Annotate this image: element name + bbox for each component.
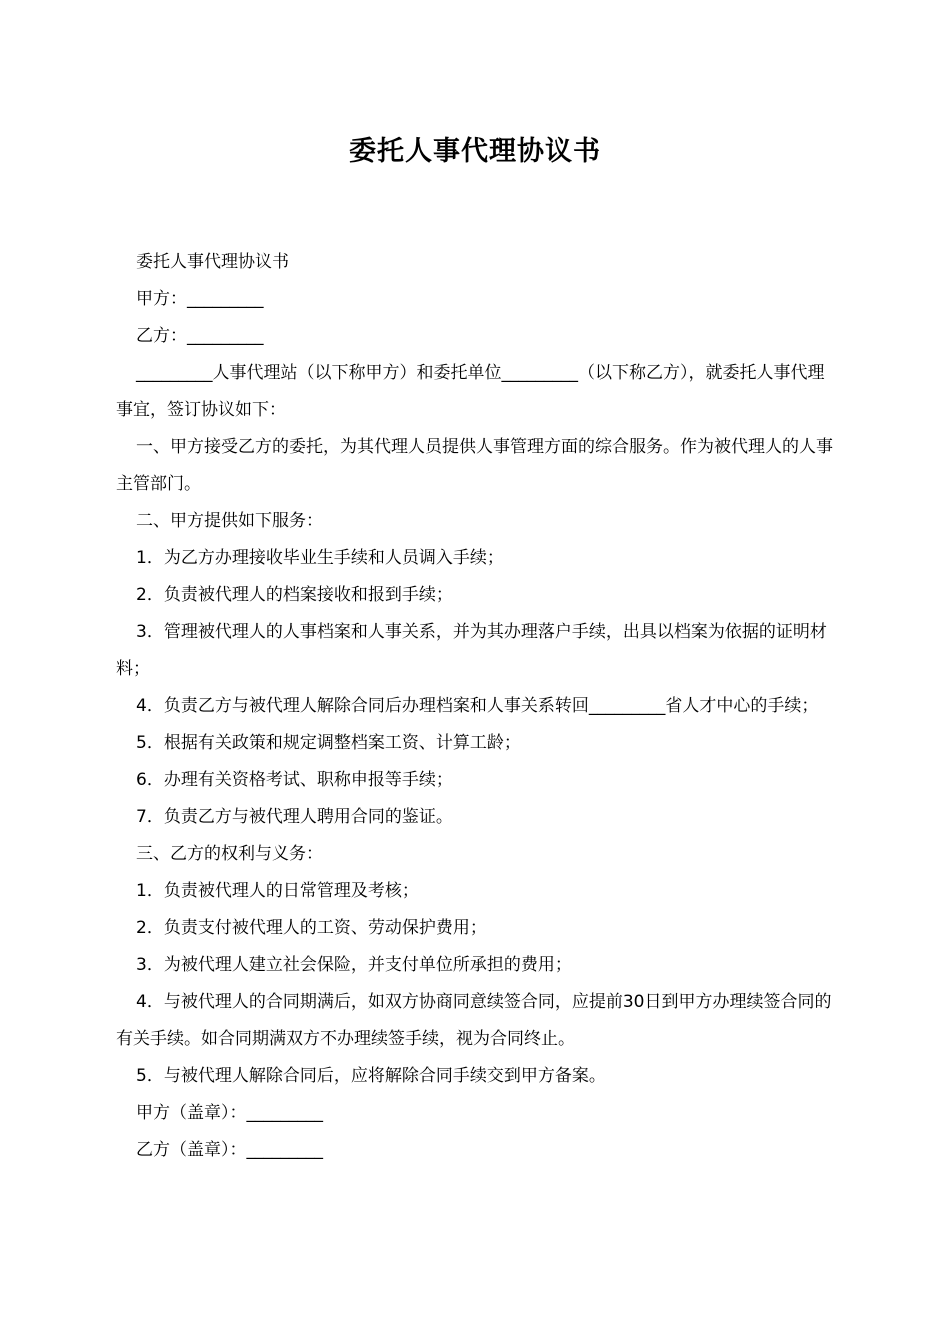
clause-2-item-6: 6．办理有关资格考试、职称申报等手续； (136, 770, 453, 790)
clause-2-item-2: 2．负责被代理人的档案接收和报到手续； (136, 585, 453, 605)
clause-2-item-3: 3．管理被代理人的人事档案和人事关系，并为其办理落户手续，出具以档案为依据的证明材料； (116, 622, 827, 679)
party-b-line: 乙方：_________ (136, 326, 264, 346)
clause-3-item-2: 2．负责支付被代理人的工资、劳动保护费用； (136, 918, 487, 938)
party-b-seal-line: 乙方（盖章）：_________ (136, 1140, 323, 1160)
clause-2-item-5: 5．根据有关政策和规定调整档案工资、计算工龄； (136, 733, 521, 753)
clause-3-item-3: 3．为被代理人建立社会保险，并支付单位所承担的费用； (136, 955, 572, 975)
document-title: 委托人事代理协议书 (349, 136, 601, 167)
clause-3-item-1: 1．负责被代理人的日常管理及考核； (136, 881, 419, 901)
subtitle-paragraph: 委托人事代理协议书 (136, 252, 289, 272)
document-body (116, 244, 836, 1169)
clause-2-item-7: 7．负责乙方与被代理人聘用合同的鉴证。 (136, 807, 453, 827)
clause-3-item-4: 4．与被代理人的合同期满后，如双方协商同意续签合同，应提前30日到甲方办理续签合同的有关手续。如合同期满双方不办理续签手续，视为合同终止。 (116, 992, 832, 1049)
clause-1: 一、甲方接受乙方的委托，为其代理人员提供人事管理方面的综合服务。作为被代理人的人事主管部门。 (116, 437, 833, 494)
party-a-seal-line: 甲方（盖章）：_________ (136, 1103, 323, 1123)
clause-3-item-5: 5．与被代理人解除合同后，应将解除合同手续交到甲方备案。 (136, 1066, 606, 1086)
clause-2-item-4: 4．负责乙方与被代理人解除合同后办理档案和人事关系转回_________省人才中心的手续； (136, 696, 819, 716)
clause-2-heading: 二、甲方提供如下服务： (136, 511, 323, 531)
clause-3-heading: 三、乙方的权利与义务： (136, 844, 323, 864)
intro-paragraph: _________人事代理站（以下称甲方）和委托单位_________（以下称乙方），就委托人事代理事宜，签订协议如下： (116, 363, 825, 420)
party-a-line: 甲方：_________ (136, 289, 264, 309)
clause-2-item-1: 1．为乙方办理接收毕业生手续和人员调入手续； (136, 548, 504, 568)
